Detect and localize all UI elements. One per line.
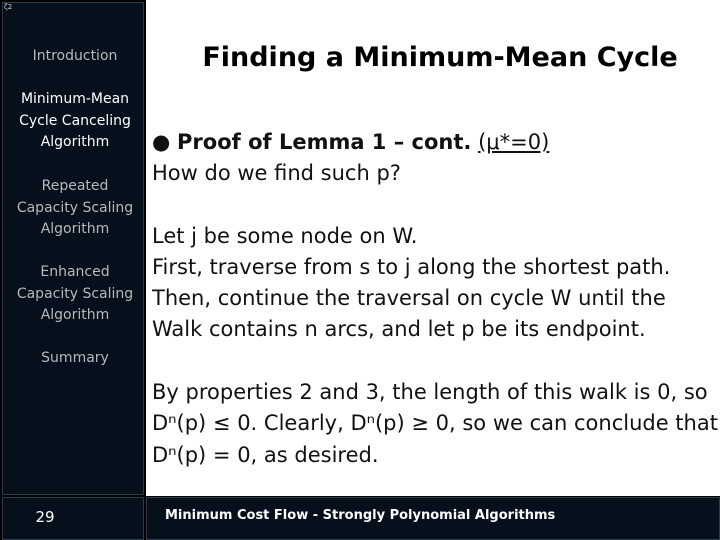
slide-title: Finding a Minimum-Mean Cycle (202, 42, 678, 73)
nav-item-enhanced-capacity-scaling[interactable] (3, 262, 147, 327)
paragraph1-line: Walk contains n arcs, and let p be its endpoint. (152, 317, 646, 341)
nav-item-label-line: Repeated (41, 178, 109, 194)
sidebar (0, 0, 146, 496)
nav-item-repeated-capacity-scaling[interactable] (3, 176, 147, 241)
footer-title-panel (146, 497, 720, 540)
nav-item-label: Introduction (32, 48, 118, 64)
nav-item-label-line: Enhanced (40, 264, 110, 280)
bullet-icon: ● (152, 130, 171, 154)
nav-item-label: Summary (41, 350, 109, 366)
nav-item-label-line: Cycle Canceling (19, 112, 131, 129)
nav-item-summary[interactable] (3, 348, 147, 370)
nav-item-label-line: Minimum-Mean (20, 91, 130, 107)
footer-title: Minimum Cost Flow - Strongly Polynomial Algorithms (165, 508, 556, 523)
proof-heading-line (152, 128, 549, 156)
nav-item-label-line: Algorithm (40, 134, 110, 150)
paragraph2-line: Dⁿ(p) = 0, as desired. (152, 443, 379, 467)
nav-item-label-line: Algorithm (40, 221, 110, 237)
proof-heading: Proof of Lemma 1 – cont. (177, 130, 472, 154)
nav-item-minimum-mean-cycle-canceling[interactable] (3, 89, 147, 154)
paragraph1-line: Let j be some node on W. (152, 224, 418, 248)
paragraph1-line: Then, continue the traversal on cycle W until the (152, 286, 666, 310)
proof-condition: (μ*=0) (478, 130, 550, 154)
page-number: 29 (35, 508, 55, 526)
corner-mark: ζ2 (4, 3, 13, 11)
nav-item-label-line: Capacity Scaling (16, 285, 134, 302)
footer-page-panel (2, 497, 144, 540)
paragraph2-line: By properties 2 and 3, the length of this walk is 0, so (152, 380, 708, 404)
sidebar-panel (2, 2, 144, 495)
question-line: How do we find such p? (152, 161, 401, 185)
footer (0, 496, 720, 540)
nav-item-label-line: Algorithm (40, 307, 110, 323)
paragraph1-line: First, traverse from s to j along the shortest path. (152, 255, 671, 279)
nav-item-introduction[interactable] (3, 46, 147, 68)
paragraph2-line: Dⁿ(p) ≤ 0. Clearly, Dⁿ(p) ≥ 0, so we can conclude that (152, 411, 718, 435)
nav-item-label-line: Capacity Scaling (16, 199, 134, 216)
